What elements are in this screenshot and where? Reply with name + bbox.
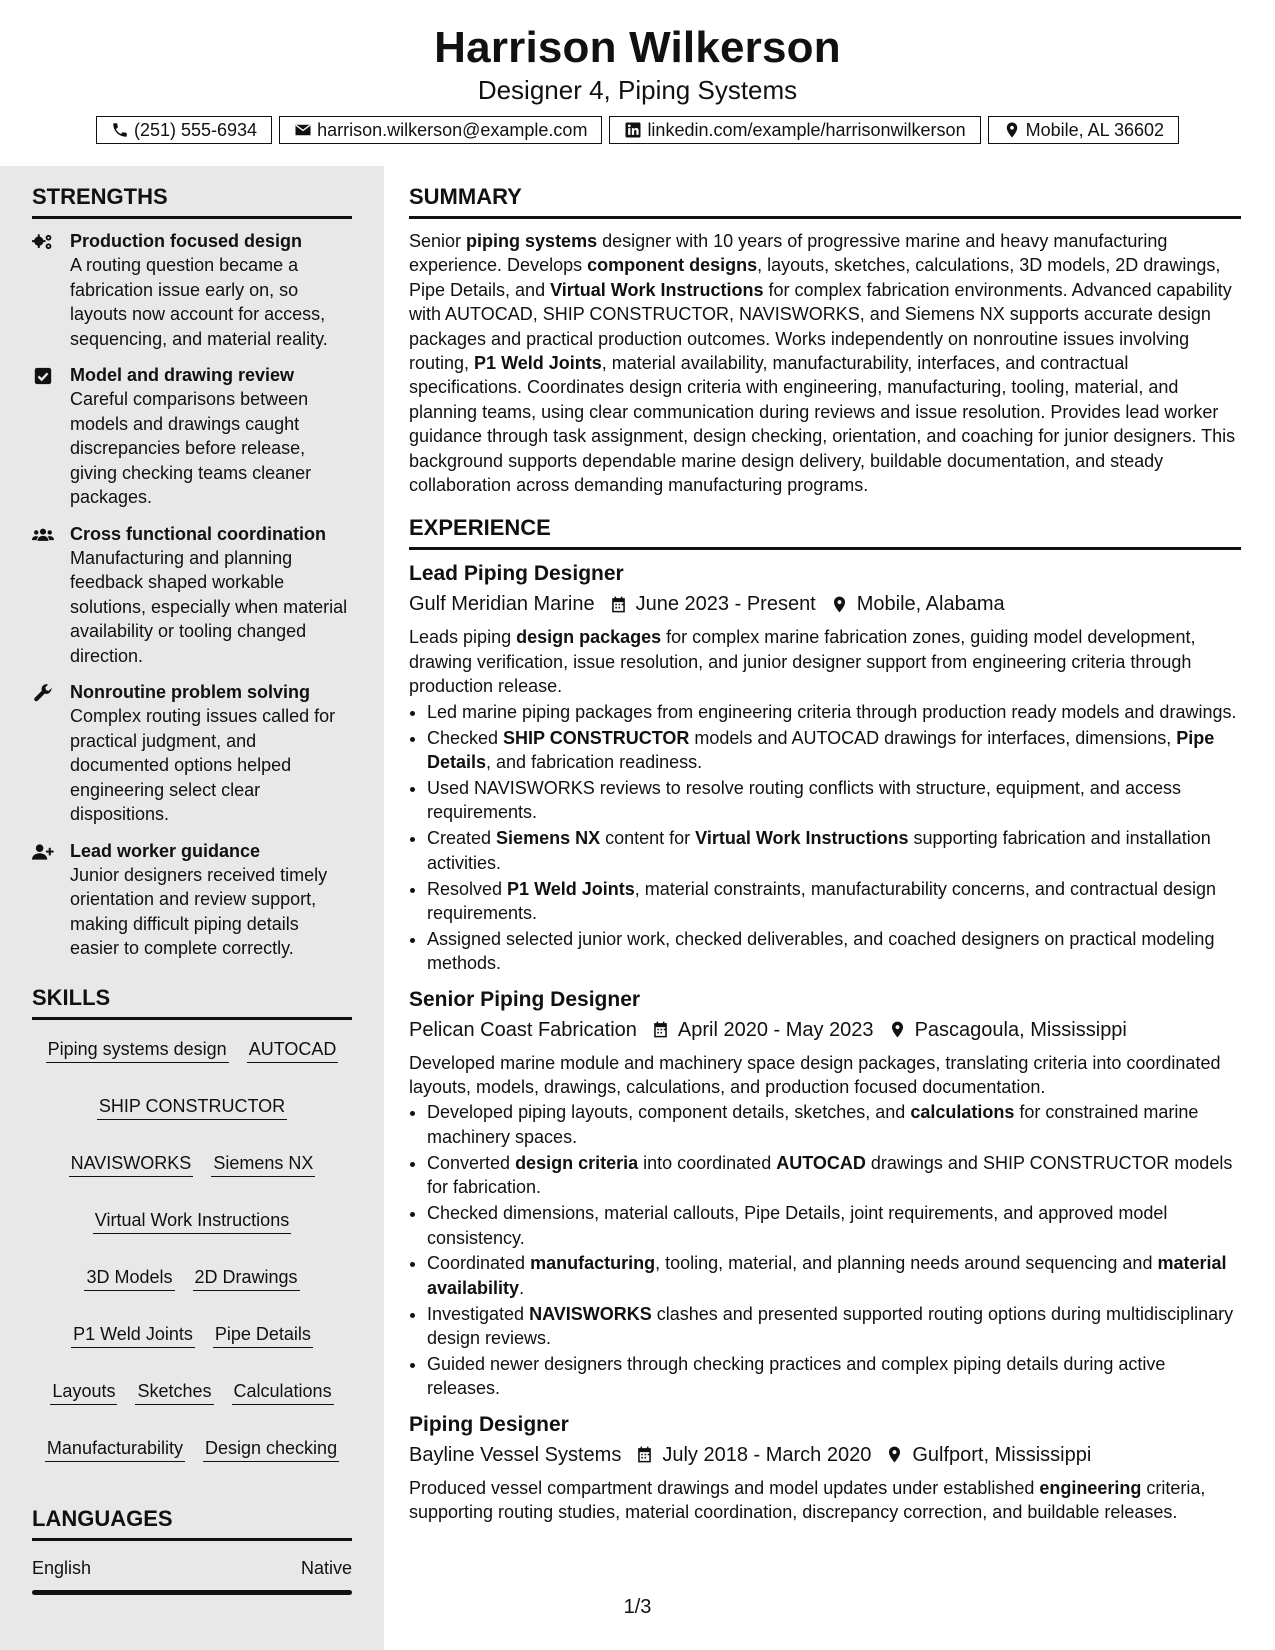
calendar-icon [609,595,628,614]
text-run: Leads piping [409,627,517,648]
company-name: Bayline Vessel Systems [409,1443,622,1466]
text-run: Resolved [427,878,508,899]
skill-tag: Design checking [203,1435,339,1462]
job-entry [409,986,1241,1401]
skill-tag: 2D Drawings [193,1264,300,1291]
user-plus-icon [32,842,54,862]
skill-tag: Layouts [50,1378,117,1405]
strength-item [32,839,352,961]
bold-text: Virtual Work Instructions [550,279,764,300]
text-run: Created [427,828,497,849]
job-title: Senior Piping Designer [409,987,641,1011]
text-run: Coordinated [427,1253,531,1274]
strength-title: Lead worker guidance [70,840,261,861]
strength-item [32,229,352,351]
bold-text: manufacturing [530,1253,656,1274]
job-entry [409,1411,1241,1525]
skill-tag: Calculations [232,1378,334,1405]
skill-tag: 3D Models [84,1264,174,1291]
text-run: supporting fabrication and installation activities. [427,828,1211,873]
contact-email[interactable] [279,116,602,144]
text-run: , tooling, material, and planning needs around sequencing and [655,1253,1158,1274]
strength-desc: Junior designers received timely orientation and review support, making difficult piping details easier to complete correctly. [70,864,328,958]
strength-desc: Complex routing issues called for practical judgment, and documented options helped engineering select clear dispositions. [70,706,336,824]
resume-header [0,0,1275,144]
text-run: , and fabrication readiness. [486,752,703,772]
summary-heading: SUMMARY [409,182,1241,219]
linkedin-text: linkedin.com/example/harrisonwilkerson [647,119,966,140]
achievement-item [427,1201,1241,1250]
skill-tag: Siemens NX [211,1150,315,1177]
phone-icon [111,121,129,139]
text-run: criteria, supporting routing studies, material coordination, discrepancy correction, and buildable releases. [409,1477,1206,1523]
bold-text: AUTOCAD [776,1152,866,1173]
map-pin-icon [1003,121,1021,139]
achievement-item [427,826,1241,875]
text-run: , layouts, sketches, calculations, 3D models, 2D drawings, Pipe Details, and [409,255,1221,300]
skill-tag: Pipe Details [213,1321,313,1348]
sidebar [0,166,384,1650]
text-run: Used NAVISWORKS reviews to resolve routing conflicts with structure, equipment, and access requirements. [427,777,1181,823]
bold-text: P1 Weld Joints [507,878,635,899]
strength-item [32,680,352,827]
language-proficiency-bar [32,1590,352,1595]
job-meta [409,1440,1241,1470]
job-meta [409,589,1241,619]
candidate-name: Harrison Wilkerson [434,23,841,72]
job-dates: July 2018 - March 2020 [662,1443,872,1466]
experience-heading: EXPERIENCE [409,513,1241,550]
skills-heading: SKILLS [32,983,352,1020]
language-row [32,1555,352,1581]
text-run: . [519,1277,525,1298]
bold-text: Virtual Work Instructions [695,828,909,849]
gears-icon [32,232,54,252]
skills-list [32,1030,352,1462]
skill-tag: Piping systems design [46,1036,229,1063]
job-location: Gulfport, Mississippi [912,1443,1092,1466]
company-name: Pelican Coast Fabrication [409,1018,637,1041]
company-name: Gulf Meridian Marine [409,593,595,616]
bold-text: engineering [1039,1477,1142,1498]
job-location: Mobile, Alabama [856,593,1005,616]
phone-text: (251) 555-6934 [133,119,258,140]
achievement-item [427,1251,1241,1300]
text-run: for complex fabrication environments. Advanced capability with AUTOCAD, SHIP CONSTRUCTOR, NAVISWORKS, and Siemens NX supports accurate design packages and practical production outcomes. Works independently on nonroutine issues involving routing, [409,279,1232,374]
text-run: Checked [427,727,504,748]
bold-text: P1 Weld Joints [474,353,602,374]
skill-tag: Sketches [135,1378,213,1405]
skill-tag: Manufacturability [45,1435,185,1462]
calendar-icon [635,1445,654,1464]
job-title: Piping Designer [409,1412,569,1436]
calendar-icon [651,1020,670,1039]
contact-bar [0,116,1275,144]
job-dates: June 2023 - Present [635,593,816,616]
text-run: designer with 10 years of progressive marine and heavy manufacturing experience. Develops [409,231,1168,276]
text-run: Converted [427,1152,516,1173]
languages-heading: LANGUAGES [32,1504,352,1541]
strength-title: Model and drawing review [70,365,295,385]
text-run: Developed piping layouts, component details, sketches, and [427,1102,911,1123]
experience-list [409,560,1241,1524]
bold-text: piping systems [466,231,598,251]
achievement-item [427,877,1241,926]
skill-tag: AUTOCAD [247,1036,339,1063]
achievement-item [427,700,1241,724]
email-text: harrison.wilkerson@example.com [317,119,588,140]
map-pin-icon [830,595,849,614]
users-icon [32,525,54,545]
strength-item [32,363,352,510]
text-run: for complex marine fabrication zones, guiding model development, drawing verification, issue resolution, and junior designer support from engineering criteria through production release. [409,627,1196,697]
text-run: Assigned selected junior work, checked deliverables, and coached designers on practical modeling methods. [427,928,1215,974]
contact-phone[interactable] [96,116,272,144]
achievement-item [427,776,1241,825]
candidate-title: Designer 4, Piping Systems [477,75,798,105]
strength-desc: Manufacturing and planning feedback shaped workable solutions, especially when material availability or tooling changed direction. [70,547,348,666]
achievement-list [409,1100,1241,1400]
achievement-item [427,1151,1241,1200]
job-title: Lead Piping Designer [409,562,624,586]
text-run: Checked dimensions, material callouts, Pipe Details, joint requirements, and approved model consistency. [427,1203,1168,1248]
text-run: clashes and presented supported routing options during multidisciplinary design reviews. [427,1303,1234,1349]
achievement-item [427,1100,1241,1149]
job-description [409,1051,1241,1100]
page-number: 1/3 [623,1596,652,1618]
strength-desc: A routing question became a fabrication issue early on, so layouts now account for access, sequencing, and material reality. [70,255,328,349]
achievement-item [427,726,1241,775]
language-level: Native [300,1557,352,1578]
text-run: Led marine piping packages from engineering criteria through production ready models and drawings. [427,701,1237,722]
text-run: for constrained marine machinery spaces. [427,1102,1199,1147]
strength-item [32,522,352,669]
skill-tag: SHIP CONSTRUCTOR [97,1093,287,1120]
text-run: models and AUTOCAD drawings for interfaces, dimensions, [689,727,1177,748]
skill-tag: NAVISWORKS [69,1150,194,1177]
job-description [409,625,1241,698]
text-run: content for [600,828,696,849]
job-entry [409,560,1241,975]
map-pin-icon [885,1445,904,1464]
text-run: into coordinated [638,1152,777,1173]
strength-title: Production focused design [70,231,303,251]
strength-title: Cross functional coordination [70,523,327,544]
wrench-icon [32,683,54,703]
skill-tag: Virtual Work Instructions [93,1207,291,1234]
map-pin-icon [888,1020,907,1039]
achievement-item [427,927,1241,976]
achievement-item [427,1352,1241,1401]
strength-desc: Careful comparisons between models and drawings caught discrepancies before release, giving checking teams cleaner packages. [70,389,312,507]
achievement-item [427,1302,1241,1351]
strengths-heading: STRENGTHS [32,182,352,219]
summary-text [409,229,1241,497]
text-run: , material constraints, manufacturability concerns, and contractual design requirements. [427,878,1217,923]
bold-text: NAVISWORKS [529,1303,652,1324]
job-meta [409,1015,1241,1045]
location-text: Mobile, AL 36602 [1025,119,1165,140]
bold-text: SHIP CONSTRUCTOR [503,727,690,748]
contact-linkedin[interactable] [609,116,980,144]
bold-text: component designs [587,255,758,276]
skill-tag: P1 Weld Joints [71,1321,195,1348]
envelope-icon [294,121,312,139]
text-run: Senior [409,231,467,251]
bold-text: design packages [516,627,662,648]
job-description [409,1476,1241,1525]
job-location: Pascagoula, Mississippi [914,1018,1127,1041]
language-name: English [32,1557,92,1578]
bold-text: design criteria [515,1152,639,1173]
text-run: Investigated [427,1303,530,1324]
bold-text: calculations [910,1102,1015,1123]
checkbox-icon [32,366,54,386]
achievement-list [409,700,1241,976]
bold-text: material availability [427,1253,1227,1298]
job-dates: April 2020 - May 2023 [677,1018,874,1041]
linkedin-icon [624,121,642,139]
text-run: , material availability, manufacturability, interfaces, and contractual specifications. Coordinates design criteria with engineering, manufacturing, tooling, material, and planning teams, using clear communication during reviews and issue resolution. Provides lead worker guidance through task assignment, design checking, orientation, and coaching for junior designers. This background supports dependable marine design delivery, buildable documentation, and steady collaboration across demanding manufacturing programs. [409,353,1236,496]
strength-title: Nonroutine problem solving [70,682,311,702]
bold-text: Pipe Details [427,727,1215,772]
main-content [409,166,1241,1525]
text-run: Developed marine module and machinery space design packages, translating criteria into coordinated layouts, models, drawings, calculations, and production focused documentation. [409,1052,1221,1098]
contact-location [988,116,1179,144]
text-run: drawings and SHIP CONSTRUCTOR models for fabrication. [427,1152,1233,1198]
bold-text: Siemens NX [496,828,601,849]
text-run: Produced vessel compartment drawings and model updates under established [409,1477,1040,1498]
text-run: Guided newer designers through checking practices and complex piping details during active releases. [427,1354,1166,1399]
